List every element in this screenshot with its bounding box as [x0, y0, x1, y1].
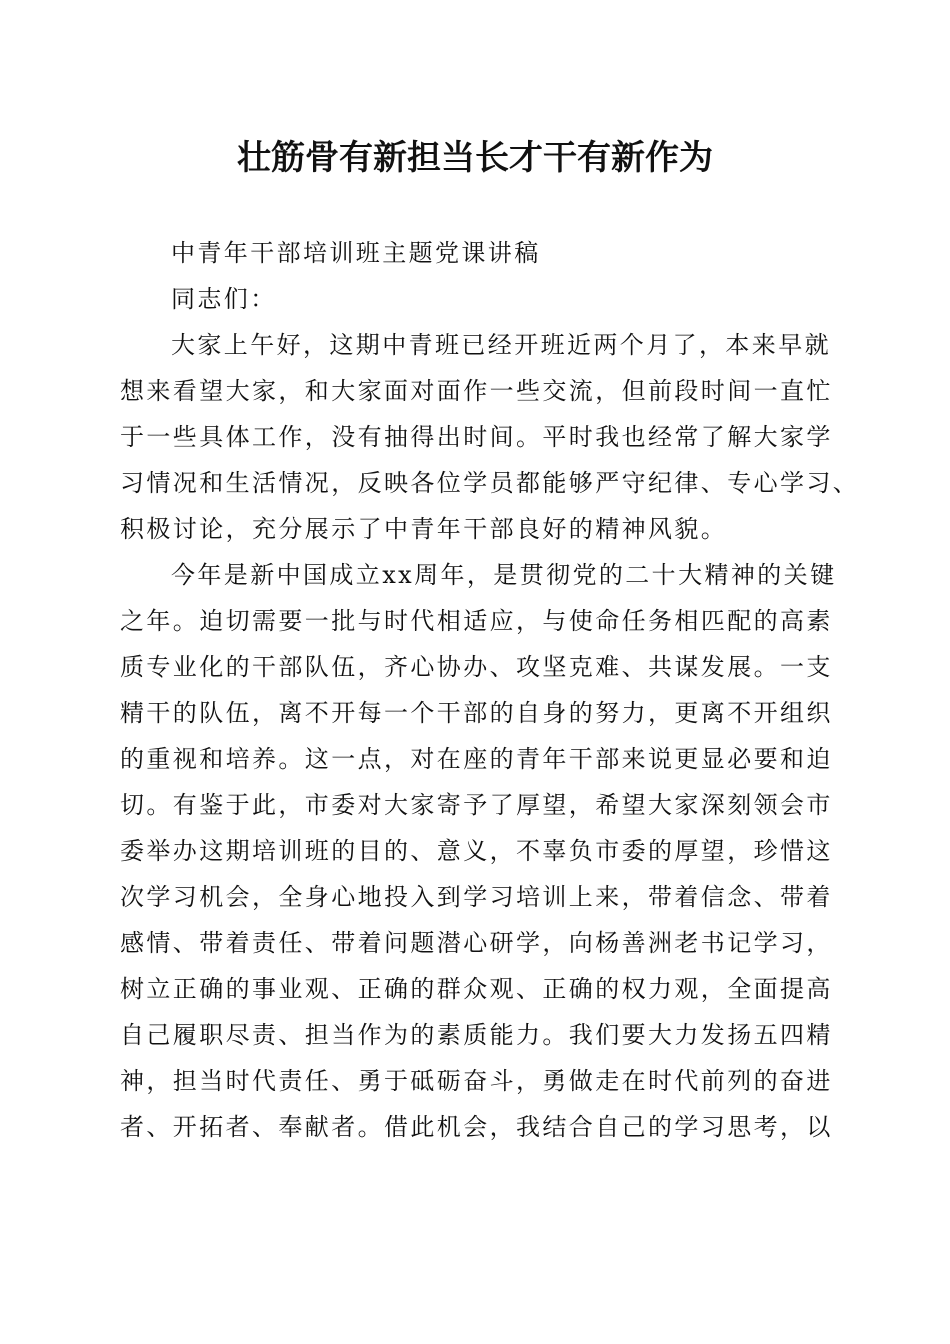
paragraph-line: 神，担当时代责任、勇于砥砺奋斗，勇做走在时代前列的奋进 — [120, 1067, 833, 1095]
paragraph-line: 积极讨论，充分展示了中青年干部良好的精神风貌。 — [120, 515, 728, 543]
paragraph-line: 自己履职尽责、担当作为的素质能力。我们要大力发扬五四精 — [120, 1021, 833, 1049]
document-title: 壮筋骨有新担当长才干有新作为 — [237, 138, 713, 178]
paragraph-line: 的重视和培养。这一点，对在座的青年干部来说更显必要和迫 — [120, 745, 833, 773]
paragraph-line: 次学习机会，全身心地投入到学习培训上来，带着信念、带着 — [120, 883, 833, 911]
paragraph-line: 习情况和生活情况，反映各位学员都能够严守纪律、专心学习、 — [120, 469, 860, 497]
paragraph-line: 切。有鉴于此，市委对大家寄予了厚望，希望大家深刻领会市 — [120, 791, 833, 819]
paragraph-line: 精干的队伍，离不开每一个干部的自身的努力，更离不开组织 — [120, 699, 833, 727]
paragraph-line: 之年。迫切需要一批与时代相适应，与使命任务相匹配的高素 — [120, 607, 833, 635]
paragraph-line: 树立正确的事业观、正确的群众观、正确的权力观，全面提高 — [120, 975, 833, 1003]
paragraph-line: 者、开拓者、奉献者。借此机会，我结合自己的学习思考，以 — [120, 1113, 833, 1141]
paragraph-line: 委举办这期培训班的目的、意义，不辜负市委的厚望，珍惜这 — [120, 837, 833, 865]
paragraph-line: 想来看望大家，和大家面对面作一些交流，但前段时间一直忙 — [120, 377, 833, 405]
paragraph-line: 感情、带着责任、带着问题潜心研学，向杨善洲老书记学习， — [120, 929, 833, 957]
paragraph-line: 今年是新中国成立xx周年，是贯彻党的二十大精神的关键 — [171, 561, 837, 589]
salutation: 同志们： — [171, 285, 277, 313]
paragraph-line: 于一些具体工作，没有抽得出时间。平时我也经常了解大家学 — [120, 423, 833, 451]
document-subtitle: 中青年干部培训班主题党课讲稿 — [171, 239, 541, 267]
paragraph-line: 质专业化的干部队伍，齐心协办、攻坚克难、共谋发展。一支 — [120, 653, 833, 681]
paragraph-line: 大家上午好，这期中青班已经开班近两个月了，本来早就 — [171, 331, 831, 359]
